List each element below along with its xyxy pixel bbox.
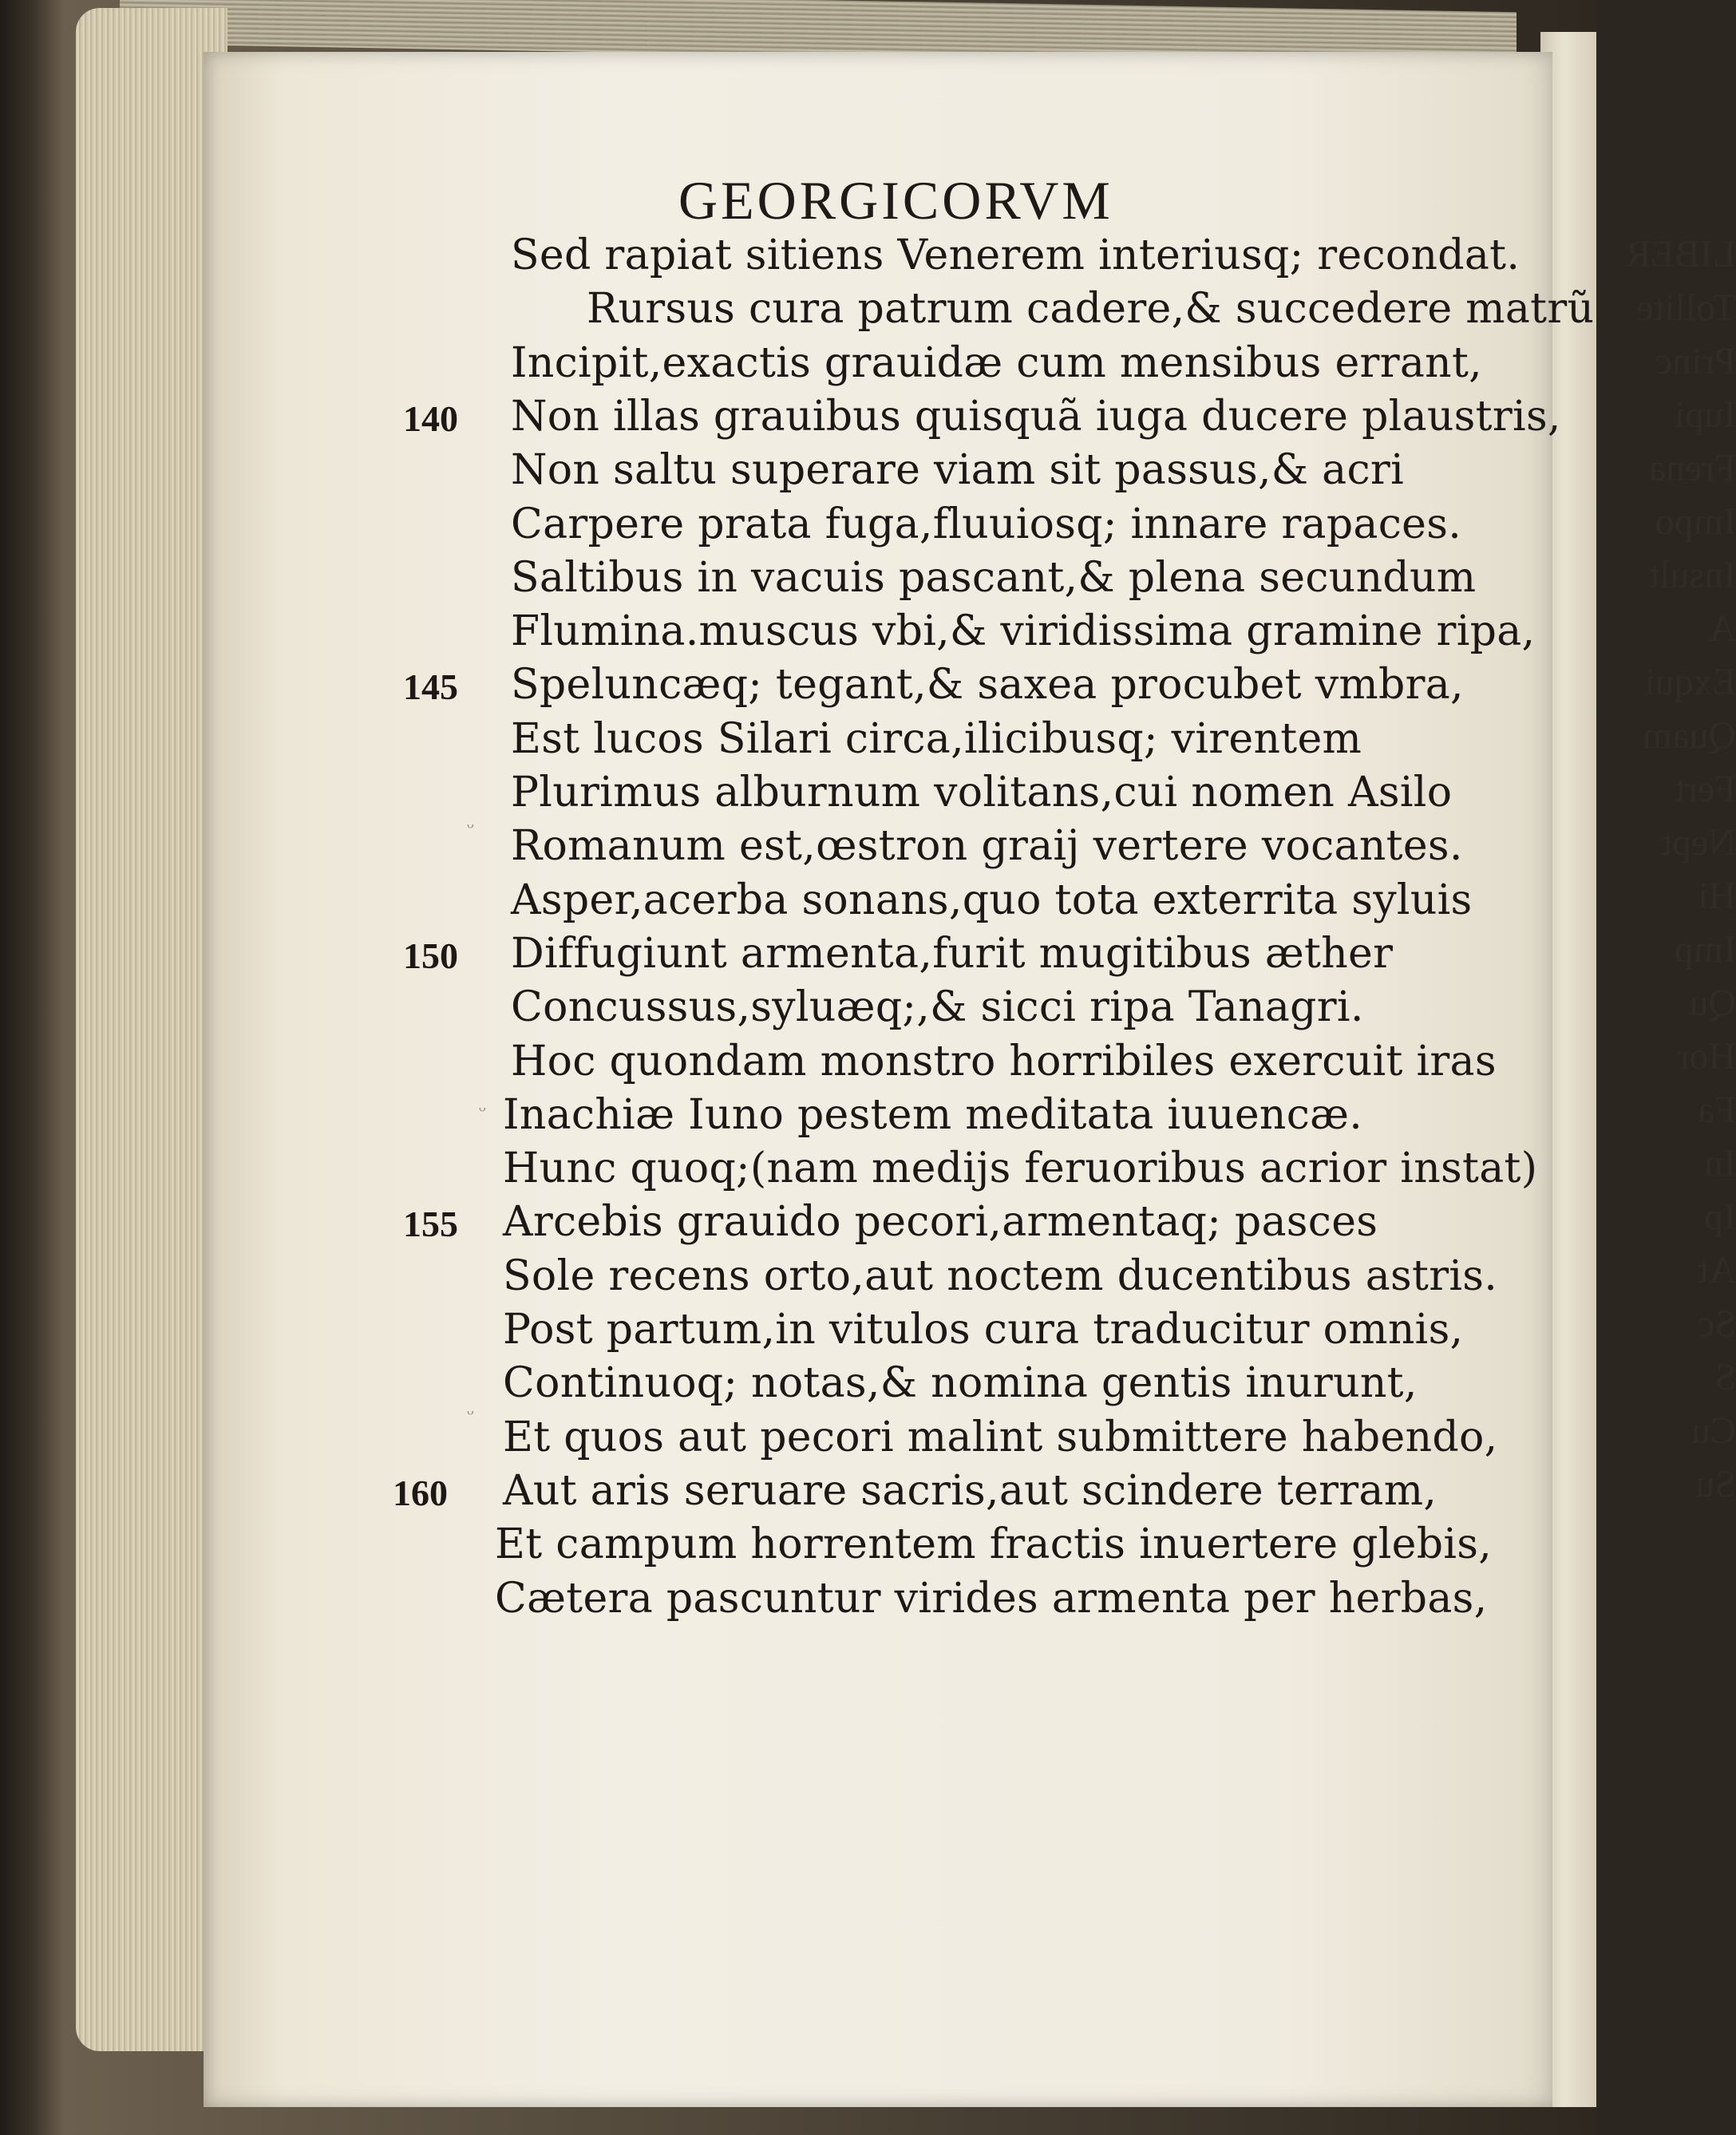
- verse-line: Romanum est,œstron graij vertere vocantes.: [511, 822, 1463, 870]
- verse-line: Carpere prata fuga,fluuiosq; innare rapaces.: [511, 500, 1462, 548]
- line-number: 155: [403, 1204, 458, 1244]
- verse-line: Est lucos Silari circa,ilicibusq; virentem: [511, 715, 1362, 763]
- verse-line: Cætera pascuntur virides armenta per herbas,: [495, 1575, 1488, 1623]
- margin-mark: ᵕ: [479, 1097, 486, 1124]
- verse-line: Aut aris seruare sacris,aut scindere terram,: [503, 1467, 1437, 1515]
- verse-line: Et campum horrentem fractis inuertere glebis,: [495, 1520, 1493, 1568]
- verse-line: Sole recens orto,aut noctem ducentibus astris.: [503, 1252, 1498, 1300]
- line-number: 145: [403, 666, 458, 707]
- verse-line: Inachiæ Iuno pestem meditata iuuencæ.: [503, 1091, 1363, 1139]
- verse-line: Post partum,in vitulos cura traducitur omnis,: [503, 1306, 1464, 1354]
- verse-line: Saltibus in vacuis pascant,& plena secundum: [511, 554, 1477, 602]
- line-number: 150: [403, 935, 458, 976]
- running-title: GEORGICORVM: [678, 170, 1113, 231]
- verse-line: Continuoq; notas,& nomina gentis inurunt,: [503, 1359, 1418, 1407]
- line-number: 160: [393, 1473, 448, 1513]
- verse-line: Non saltu superare viam sit passus,& acri: [511, 446, 1405, 494]
- verse-line: Hoc quondam monstro horribiles exercuit iras: [511, 1038, 1497, 1085]
- verse-line: Plurimus alburnum volitans,cui nomen Asilo: [511, 769, 1453, 816]
- verse-line: Hunc quoq;(nam medijs feruoribus acrior instat): [503, 1145, 1538, 1192]
- verse-line: Asper,acerba sonans,quo tota exterrita syluis: [511, 876, 1473, 924]
- line-number: 140: [403, 398, 458, 439]
- verse-line: Rursus cura patrum cadere,& succedere matrũ: [587, 285, 1595, 333]
- verse-line: Non illas grauibus quisquã iuga ducere plaustris,: [511, 393, 1561, 441]
- verse-line: Et quos aut pecori malint submittere habendo,: [503, 1413, 1498, 1461]
- verse-line: Diffugiunt armenta,furit mugitibus æther: [511, 930, 1394, 978]
- verse-line: Incipit,exactis grauidæ cum mensibus errant,: [511, 339, 1482, 387]
- verse-line: Speluncæq; tegant,& saxea procubet vmbra,: [511, 661, 1464, 709]
- verse-line: Arcebis grauido pecori,armentaq; pasces: [503, 1198, 1378, 1246]
- margin-mark: ᵕ: [467, 814, 474, 840]
- verse-line: Concussus,syluæq;,& sicci ripa Tanagri.: [511, 983, 1364, 1031]
- verse-line: Sed rapiat sitiens Venerem interiusq; recondat.: [511, 231, 1520, 279]
- show-through-text: LIBER Tollite Princ Iupi Frena Impo Insult A Exqui Quam Fert Nept Hi Imp Qu Hor Fa In Ip At Sc S Cu Su: [1625, 233, 1736, 1505]
- margin-mark: ᵕ: [467, 1401, 474, 1427]
- verse-line: Flumina.muscus vbi,& viridissima gramine ripa,: [511, 607, 1536, 655]
